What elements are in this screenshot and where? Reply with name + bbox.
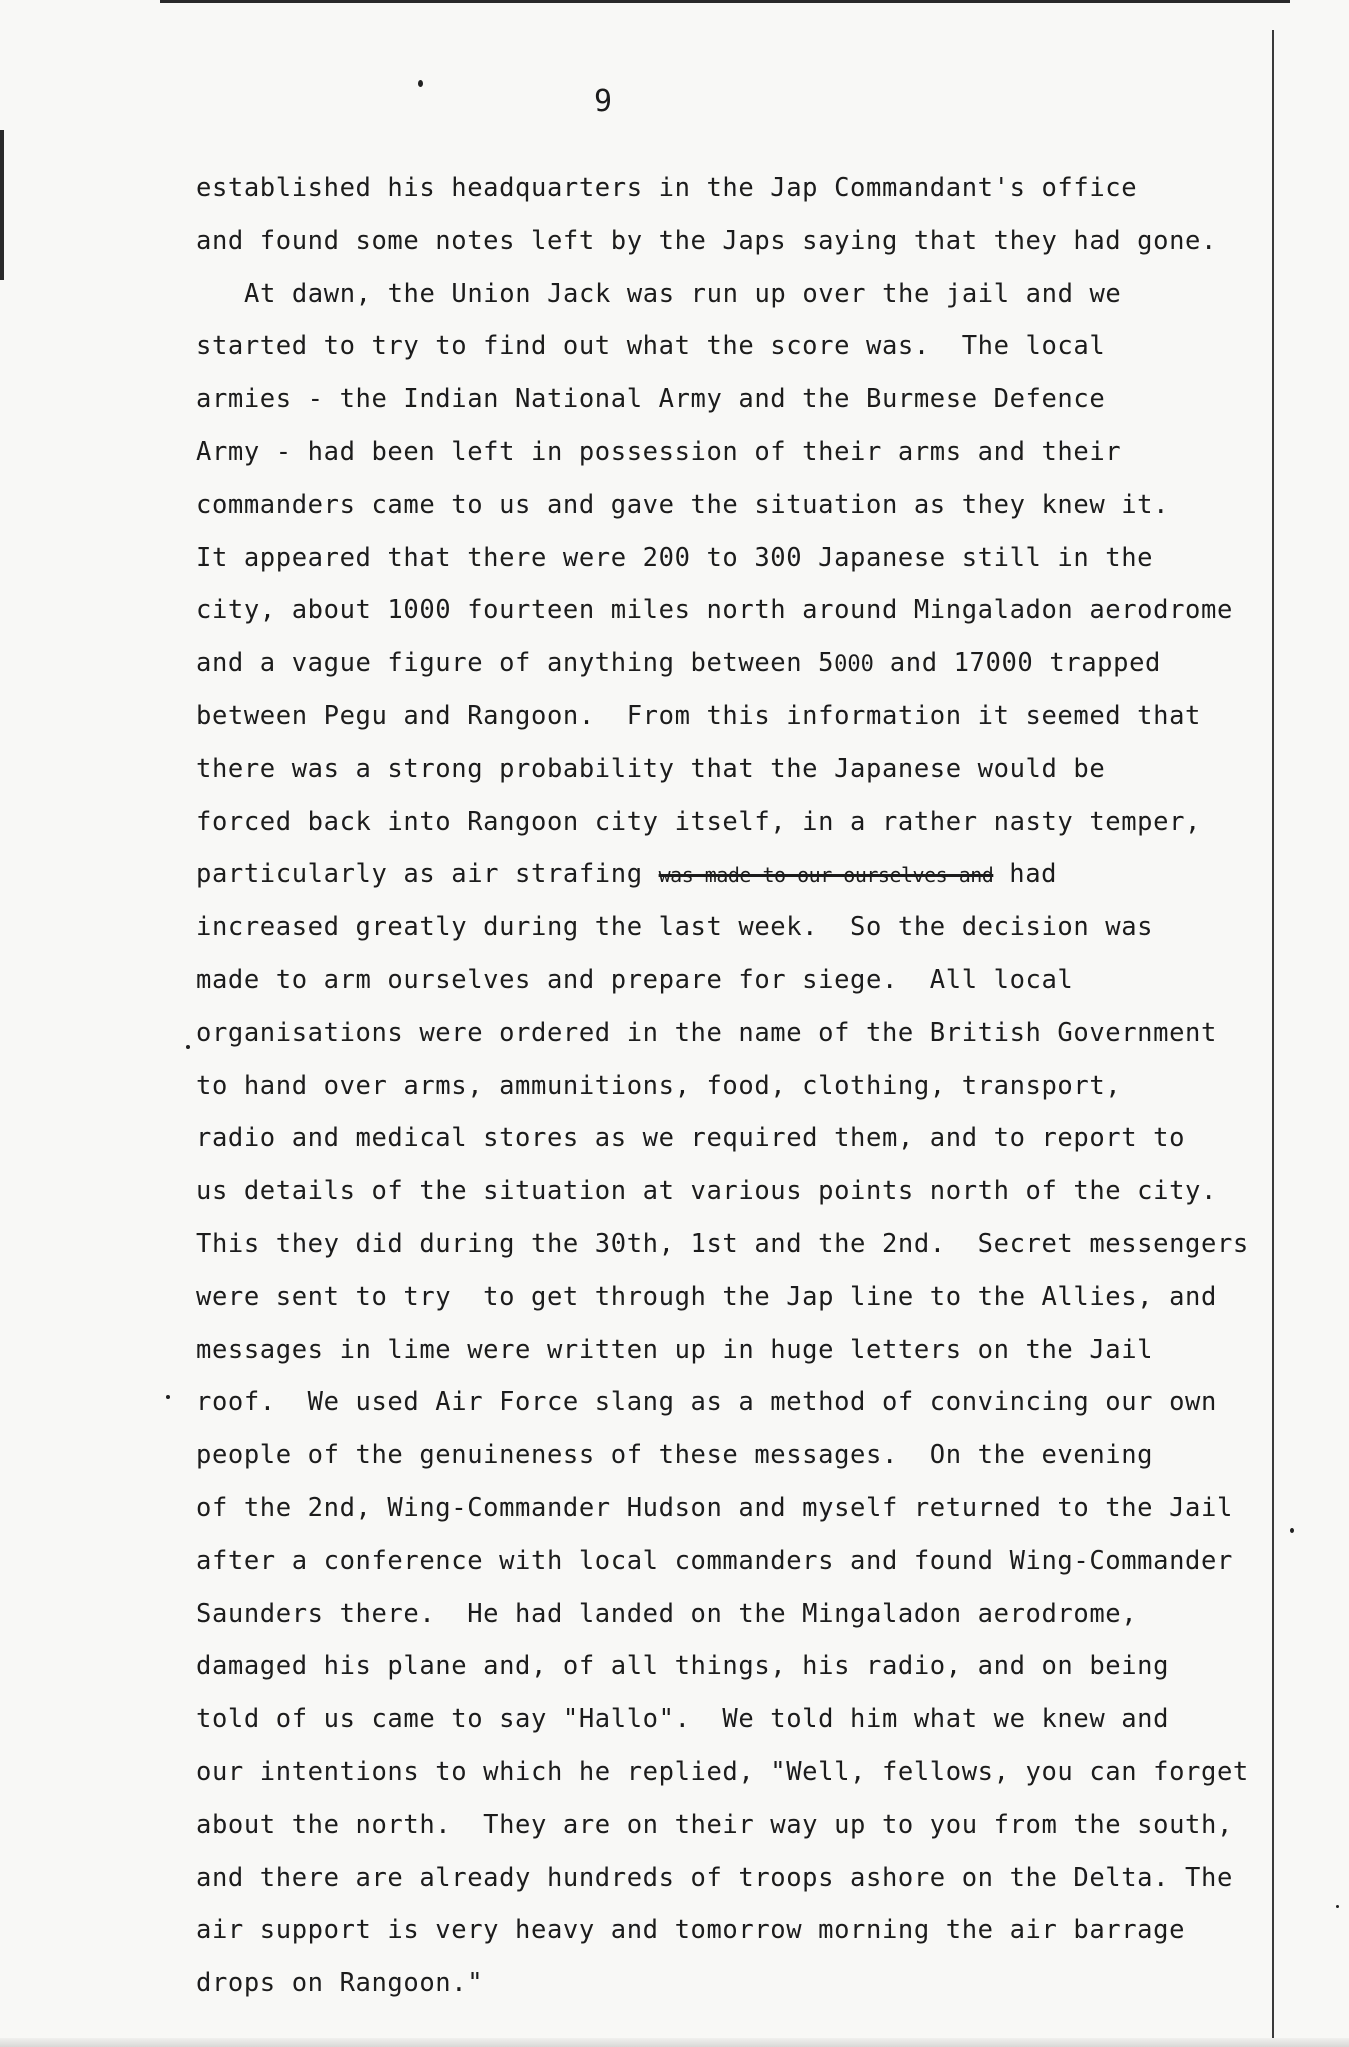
text-line: between Pegu and Rangoon. From this information it seemed that — [196, 700, 1201, 731]
text-line: made to arm ourselves and prepare for siege. All local — [196, 964, 1074, 995]
ink-speck — [1336, 1905, 1339, 1908]
text-line: started to try to find out what the score was. The local — [196, 331, 1106, 362]
text-line: roof. We used Air Force slang as a method of convincing our own — [196, 1387, 1217, 1418]
ink-speck — [166, 1395, 170, 1399]
text-line: were sent to try to get through the Jap line to the Allies, and — [196, 1281, 1217, 1312]
text-line: told of us came to say "Hallo". We told him what we knew and — [196, 1704, 1170, 1735]
text-line: forced back into Rangoon city itself, in a rather nasty temper, — [196, 806, 1201, 837]
text-line: about the north. They are on their way up to you from the south, — [196, 1809, 1233, 1840]
text-segment: and a vague figure of anything between 5 — [196, 648, 835, 679]
text-line: Saunders there. He had landed on the Mingaladon aerodrome, — [196, 1598, 1138, 1629]
text-line: armies - the Indian National Army and the Burmese Defence — [196, 384, 1106, 415]
scan-edge-left — [0, 130, 4, 280]
text-line: organisations were ordered in the name of the British Government — [196, 1017, 1217, 1048]
text-line: increased greatly during the last week. So the decision was — [196, 912, 1154, 943]
text-line: At dawn, the Union Jack was run up over the jail and we — [244, 278, 1122, 309]
text-line-with-strikeout — [196, 848, 1246, 901]
struck-out-text: was made to our ourselves and — [658, 863, 994, 888]
ink-speck — [186, 1045, 190, 1049]
text-line: us details of the situation at various points north of the city. — [196, 1176, 1217, 1207]
scan-edge-top — [160, 0, 1290, 3]
text-line: our intentions to which he replied, "Well, fellows, you can forget — [196, 1756, 1249, 1787]
text-line: established his headquarters in the Jap Commandant's office — [196, 173, 1138, 203]
text-line: Army - had been left in possession of their arms and their — [196, 436, 1122, 467]
text-line: after a conference with local commanders and found Wing-Commander — [196, 1545, 1233, 1576]
text-line: people of the genuineness of these messages. On the evening — [196, 1440, 1154, 1471]
text-line: radio and medical stores as we required them, and to report to — [196, 1123, 1186, 1154]
scan-edge-bottom — [0, 2038, 1349, 2047]
text-line: commanders came to us and gave the situation as they knew it. — [196, 489, 1170, 520]
text-segment: particularly as air strafing — [196, 859, 659, 890]
text-line: drops on Rangoon." — [196, 1968, 484, 1999]
scan-edge-right — [1272, 30, 1274, 2040]
text-line: messages in lime were written up in huge letters on the Jail — [196, 1334, 1154, 1365]
text-line: city, about 1000 fourteen miles north around Mingaladon aerodrome — [196, 595, 1233, 626]
typed-body-text — [196, 162, 1249, 2010]
text-line: of the 2nd, Wing-Commander Hudson and myself returned to the Jail — [196, 1492, 1233, 1523]
text-segment: and 17000 trapped — [873, 648, 1161, 679]
ink-speck — [418, 80, 423, 87]
ink-speck — [1290, 1528, 1294, 1533]
page-number: 9 — [593, 84, 613, 119]
text-line: to hand over arms, ammunitions, food, clothing, transport, — [196, 1070, 1122, 1101]
text-line: This they did during the 30th, 1st and the 2nd. Secret messengers — [196, 1228, 1249, 1259]
text-segment: had — [993, 859, 1058, 890]
text-line: there was a strong probability that the Japanese would be — [196, 753, 1106, 784]
text-line: It appeared that there were 200 to 300 Japanese still in the — [196, 542, 1154, 573]
text-line: damaged his plane and, of all things, his radio, and on being — [196, 1651, 1170, 1682]
text-line-with-insertion — [196, 637, 1246, 690]
handwritten-insertion: 000 — [834, 652, 874, 678]
text-line: and found some notes left by the Japs saying that they had gone. — [196, 225, 1217, 256]
text-line: and there are already hundreds of troops ashore on the Delta. The — [196, 1862, 1233, 1893]
text-line: air support is very heavy and tomorrow morning the air barrage — [196, 1915, 1186, 1946]
